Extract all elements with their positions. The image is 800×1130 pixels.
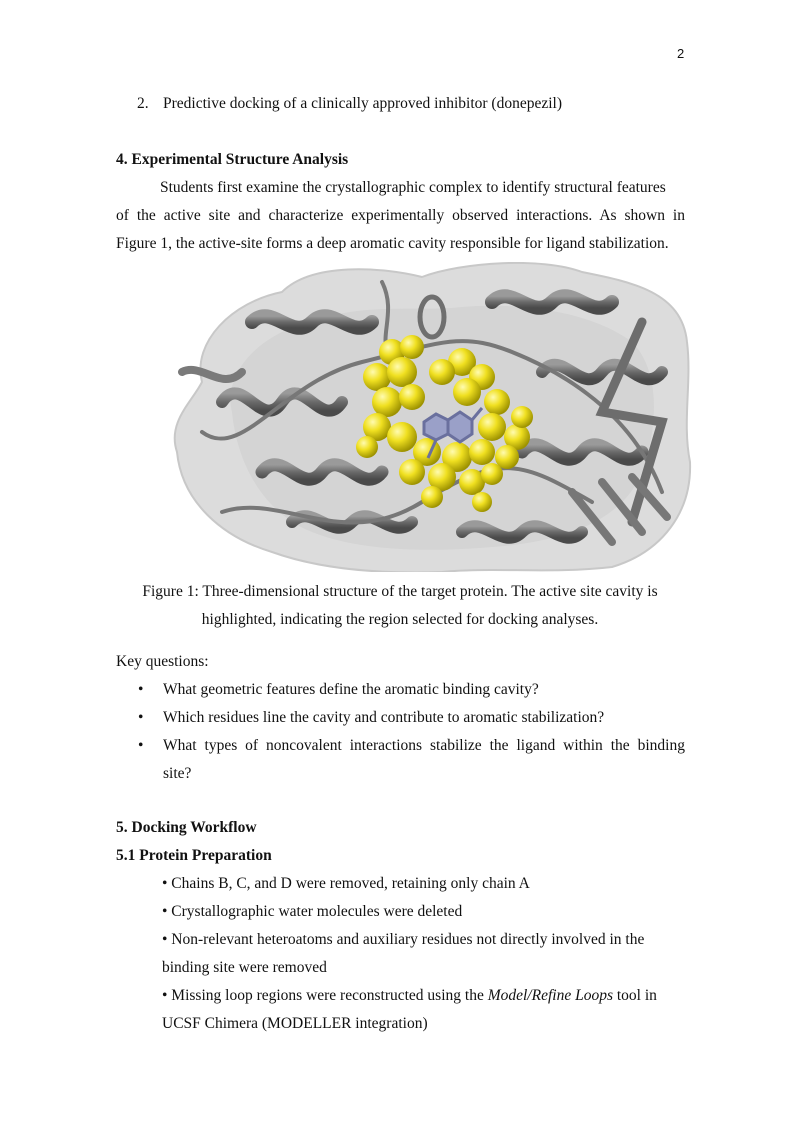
figure-caption-line-1: Figure 1: Three-dimensional structure of the target protein. The active site cavity is [142, 583, 658, 600]
section-4-paragraph-line-1: Students first examine the crystallographic complex to identify structural features [160, 179, 666, 196]
key-questions-label: Key questions: [116, 653, 209, 670]
section-5-1-subheading: 5.1 Protein Preparation [116, 847, 272, 864]
prep-item-loops-suffix: tool in [612, 987, 657, 1004]
bullet-marker: • [138, 681, 144, 698]
question-item-continuation: site? [163, 765, 192, 782]
list-item-text: Predictive docking of a clinically approved inhibitor (donepezil) [163, 95, 562, 112]
page-number: 2 [677, 46, 685, 61]
figure-caption-line-2: highlighted, indicating the region selected for docking analyses. [201, 611, 599, 628]
prep-item: • Chains B, C, and D were removed, retaining only chain A [162, 875, 530, 892]
section-5-heading: 5. Docking Workflow [116, 819, 257, 836]
list-number: 2. [137, 95, 149, 112]
section-4-paragraph-line-2: of the active site and characterize experimentally observed interactions. As shown in [116, 207, 685, 224]
prep-item-loops-continuation: UCSF Chimera (MODELLER integration) [162, 1015, 428, 1032]
section-4-paragraph-line-3: Figure 1, the active-site forms a deep aromatic cavity responsible for ligand stabilization. [116, 235, 669, 252]
prep-item-loops-prefix: • Missing loop regions were reconstructed using the [162, 987, 488, 1004]
bullet-marker: • [138, 737, 144, 754]
prep-item: • Crystallographic water molecules were deleted [162, 903, 463, 920]
prep-item-loops [162, 987, 657, 1005]
question-item: Which residues line the cavity and contribute to aromatic stabilization? [163, 709, 605, 726]
bullet-marker: • [138, 709, 144, 726]
tool-name: Model/Refine Loops [487, 987, 613, 1004]
prep-item: • Non-relevant heteroatoms and auxiliary residues not directly involved in the [162, 931, 645, 948]
section-4-heading: 4. Experimental Structure Analysis [116, 151, 349, 168]
question-item: What geometric features define the aromatic binding cavity? [163, 681, 539, 698]
numbered-list-item [137, 95, 562, 113]
question-item: What types of noncovalent interactions stabilize the ligand within the binding [163, 737, 685, 754]
prep-item-continuation: binding site were removed [162, 959, 327, 976]
protein-structure-figure [162, 262, 692, 572]
